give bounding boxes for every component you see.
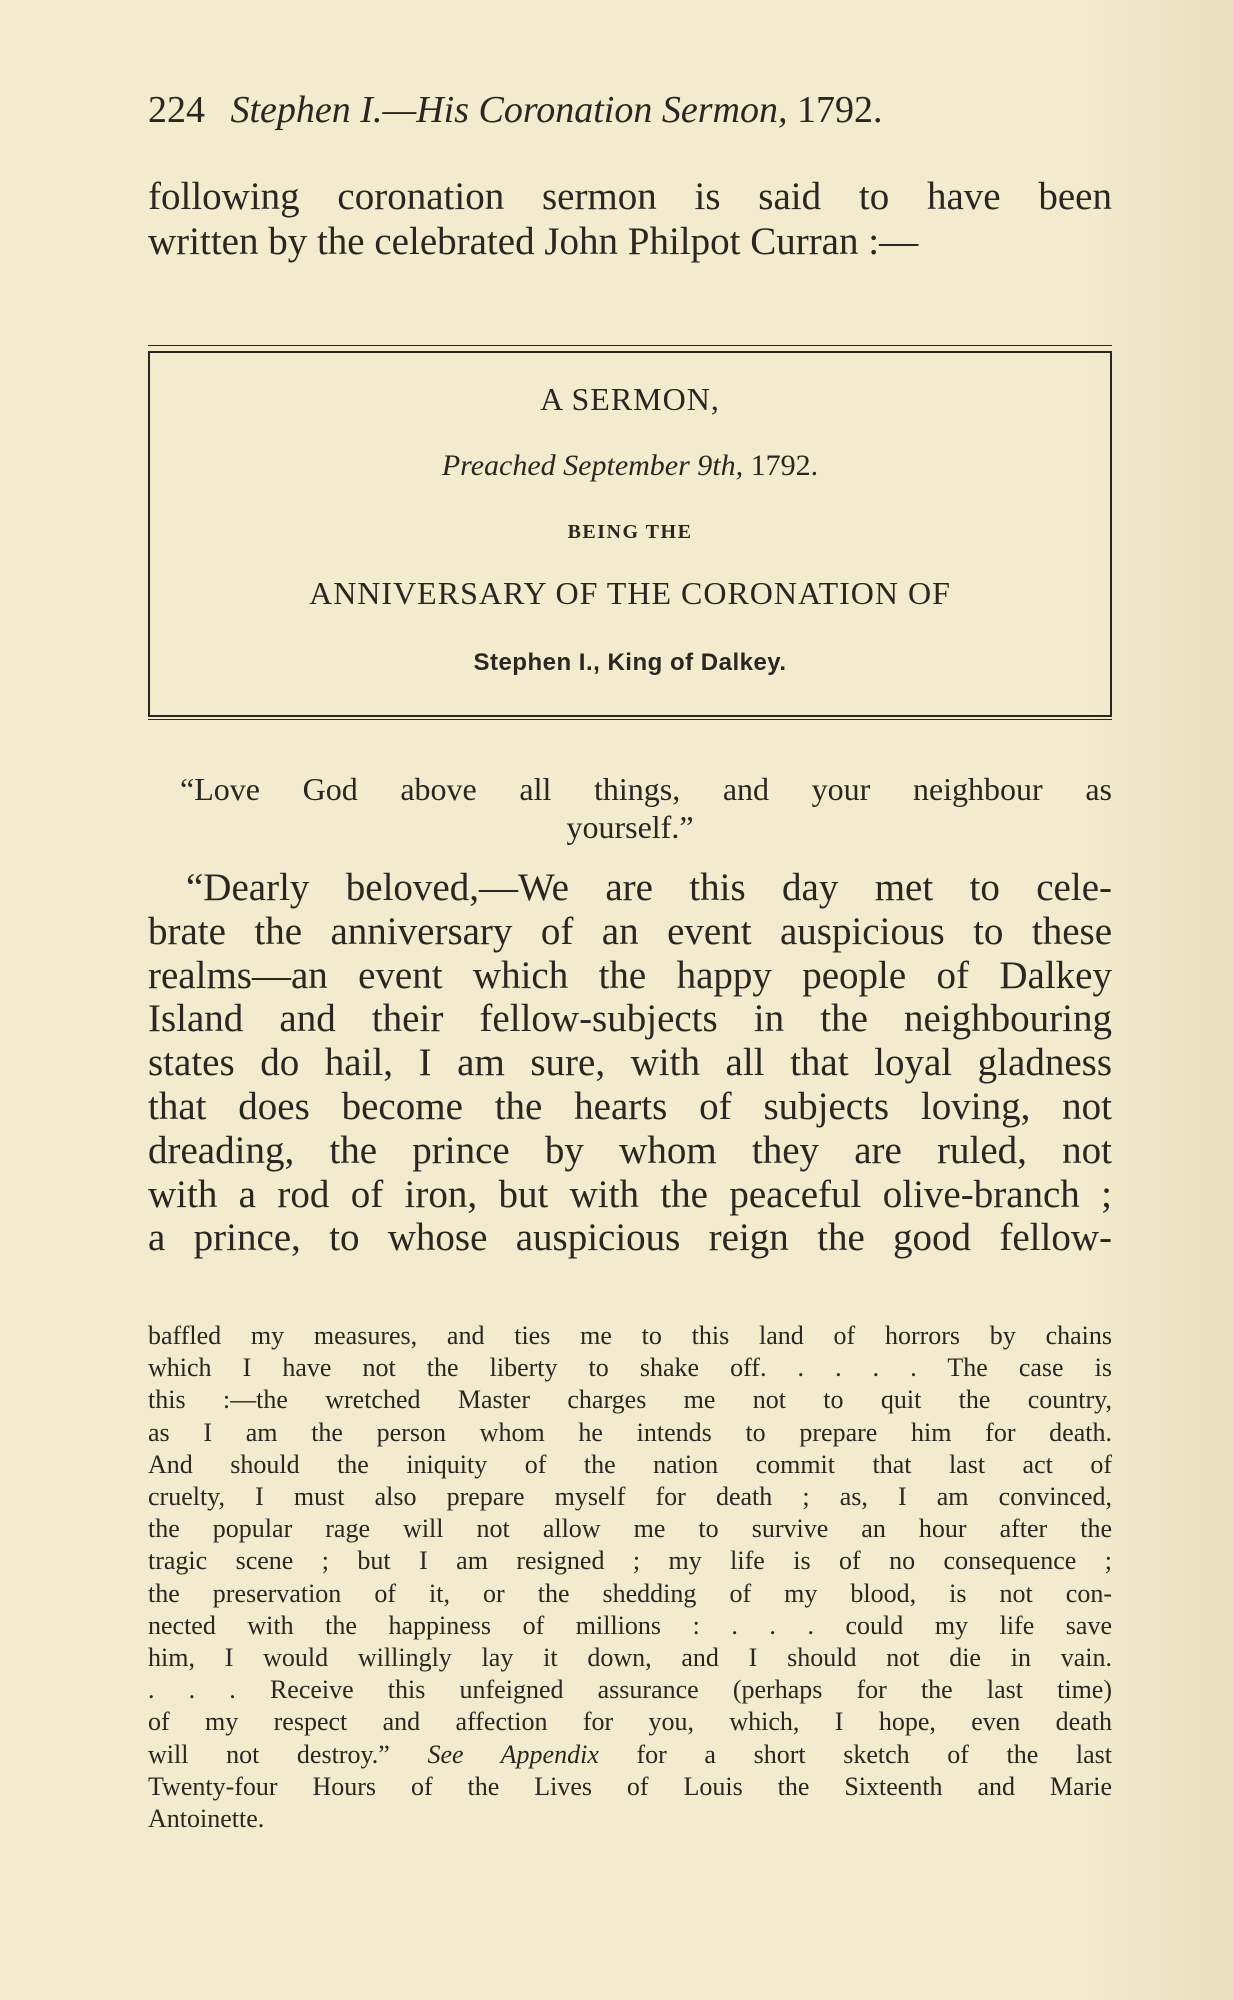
footnote-line: . . . Receive this unfeigned assurance (perhaps for the last time) xyxy=(148,1675,1112,1705)
text-line: dreading, the prince by whom they are ruled, not xyxy=(148,1128,1112,1172)
page-number: 224 xyxy=(148,89,205,131)
sermon-title-box xyxy=(148,351,1112,717)
appendix-reference: See Appendix xyxy=(427,1739,599,1769)
intro-paragraph xyxy=(148,174,1112,264)
text-line: brate the anniversary of an event auspicious to these xyxy=(148,909,1112,953)
footnote-line: baffled my measures, and ties me to this land of horrors by chains xyxy=(148,1321,1112,1350)
sermon-being-the: BEING THE xyxy=(567,521,693,543)
text-line: Island and their fellow-subjects in the neighbouring xyxy=(148,997,1112,1041)
footnote-line: him, I would willingly lay it down, and I should not die in vain. xyxy=(148,1643,1112,1673)
text-line: states do hail, I am sure, with all that loyal gladness xyxy=(148,1041,1112,1085)
text-line: with a rod of iron, but with the peaceful olive-branch ; xyxy=(148,1172,1112,1216)
text-line: following coronation sermon is said to have been xyxy=(148,175,1112,218)
text-line: that does become the hearts of subjects loving, not xyxy=(148,1084,1112,1128)
text-line: a prince, to whose auspicious reign the good fellow- xyxy=(148,1216,1112,1260)
epigraph xyxy=(148,770,1112,846)
footnote-line: tragic scene ; but I am resigned ; my life is of no consequence ; xyxy=(148,1546,1112,1576)
box-rule-top xyxy=(148,345,1112,346)
footnote-line: cruelty, I must also prepare myself for death ; as, I am convinced, xyxy=(148,1482,1112,1512)
footnote-line: And should the iniquity of the nation commit that last act of xyxy=(148,1449,1112,1479)
text-line: realms—an event which the happy people of Dalkey xyxy=(148,953,1112,997)
epigraph-line: “Love God above all things, and your neighbour as xyxy=(180,771,1112,807)
sermon-occasion: ANNIVERSARY OF THE CORONATION OF xyxy=(309,575,951,611)
footnote-line: the preservation of it, or the shedding of my blood, is not con- xyxy=(148,1578,1112,1608)
running-title-year: 1792. xyxy=(796,89,883,131)
footnote-line xyxy=(148,1739,1112,1771)
footnote-line: as I am the person whom he intends to prepare him for death. xyxy=(148,1417,1112,1447)
footnote xyxy=(148,1320,1112,1835)
footnote-line: of my respect and affection for you, which, I hope, even death xyxy=(148,1707,1112,1737)
running-title: Stephen I.—His Coronation Sermon, xyxy=(230,89,788,131)
text-line: “Dearly beloved,—We are this day met to cele- xyxy=(186,866,1112,909)
sermon-subject: Stephen I., King of Dalkey. xyxy=(473,649,787,676)
box-rule-bottom xyxy=(148,719,1112,720)
footnote-text: will not destroy.” xyxy=(148,1739,390,1769)
sermon-date-italic: Preached September 9th, xyxy=(441,449,744,482)
footnote-line: which I have not the liberty to shake off. . . . . The case is xyxy=(148,1353,1112,1383)
sermon-body xyxy=(148,866,1112,1260)
text-line: written by the celebrated John Philpot Curran :— xyxy=(148,220,919,263)
sermon-date-year: 1792. xyxy=(750,449,819,482)
running-head xyxy=(148,88,1078,132)
footnote-line: this :—the wretched Master charges me not to quit the country, xyxy=(148,1385,1112,1415)
sermon-heading: A SERMON, xyxy=(540,381,720,417)
footnote-text: for a short sketch of the last xyxy=(636,1739,1113,1769)
footnote-line: Twenty-four Hours of the Lives of Louis the Sixteenth and Marie xyxy=(148,1771,1112,1801)
footnote-line: Antoinette. xyxy=(148,1804,265,1834)
footnote-line: the popular rage will not allow me to survive an hour after the xyxy=(148,1514,1112,1544)
epigraph-line: yourself.” xyxy=(566,809,694,845)
sermon-date xyxy=(150,449,1110,483)
footnote-line: nected with the happiness of millions : . . . could my life save xyxy=(148,1610,1112,1640)
